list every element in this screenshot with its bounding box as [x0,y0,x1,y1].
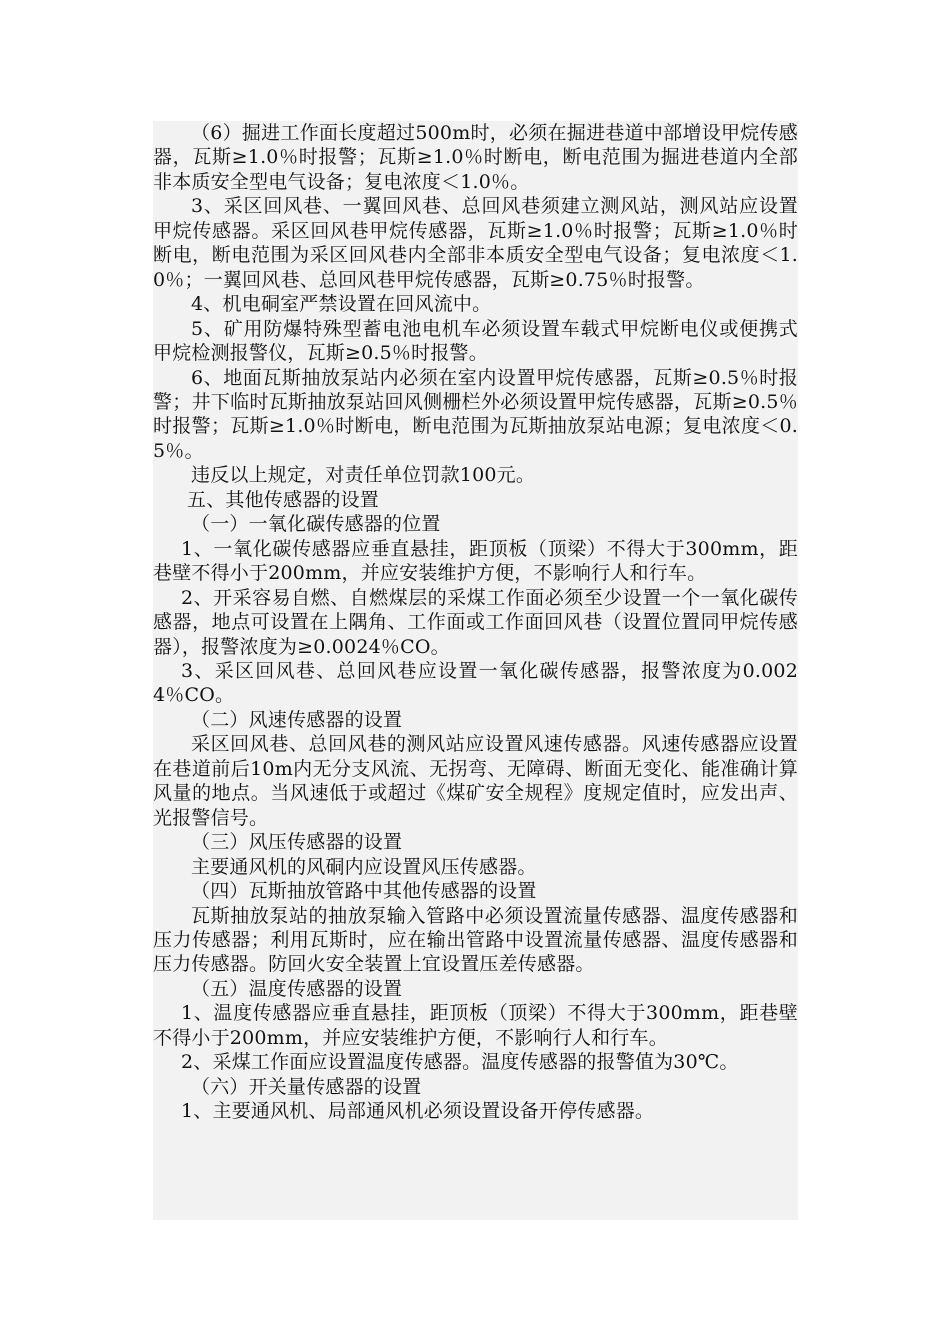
paragraph-penalty: 违反以上规定，对责任单位罚款100元。 [191,464,536,487]
paragraph-co-sensor-return-airway: 3、采区回风巷、总回风巷应设置一氧化碳传感器，报警浓度为0.0024％CO。 [153,659,798,707]
paragraph-excavation-length: （6）掘进工作面长度超过500m时，必须在掘进巷道中部增设甲烷传感器，瓦斯≥1.0％时报警；瓦斯≥1.0％时断电，断电范围为掘进巷道内全部非本质安全型电气设备；复电浓度＜1.0％。 [153,122,798,193]
document-text-block [153,121,798,1220]
section-heading-other-sensors: 五、其他传感器的设置 [187,488,380,511]
paragraph-co-sensor-hanging: 1、一氧化碳传感器应垂直悬挂，距顶板（顶梁）不得大于300mm，距巷壁不得小于200mm，并应安装维护方便，不影响行人和行车。 [153,537,798,585]
paragraph-return-airway-station: 3、采区回风巷、一翼回风巷、总回风巷须建立测风站，测风站应设置甲烷传感器。采区回风巷甲烷传感器，瓦斯≥1.0％时报警；瓦斯≥1.0％时断电，断电范围为采区回风巷内全部非本质安全型电气设备；复电浓度＜1.0％；一翼回风巷、总回风巷甲烷传感器，瓦斯≥0.75％时报警。 [153,195,798,291]
paragraph-temperature-sensor-hanging: 1、温度传感器应垂直悬挂，距顶板（顶梁）不得大于300mm，距巷壁不得小于200mm，并应安装维护方便，不影响行人和行车。 [153,1002,798,1049]
subheading-switch-sensor: （六）开关量传感器的设置 [191,1075,422,1098]
subheading-drainage-pipeline-sensors: （四）瓦斯抽放管路中其他传感器的设置 [191,880,537,903]
paragraph-co-sensor-coal-face: 2、开采容易自燃、自燃煤层的采煤工作面必须至少设置一个一氧化碳传感器，地点可设置在上隅角、工作面或工作面回风巷（设置位置同甲烷传感器），报警浓度为≥0.0024％CO。 [153,586,798,658]
paragraph-switch-sensor: 1、主要通风机、局部通风机必须设置设备开停传感器。 [181,1100,655,1123]
subheading-co-sensor: （一）一氧化碳传感器的位置 [191,513,441,536]
subheading-wind-speed-sensor: （二）风速传感器的设置 [191,708,403,731]
paragraph-wind-pressure-sensor: 主要通风机的风硐内应设置风压传感器。 [191,855,537,878]
paragraph-drainage-pipeline-sensors: 瓦斯抽放泵站的抽放泵输入管路中必须设置流量传感器、温度传感器和压力传感器；利用瓦斯时，应在输出管路中设置流量传感器、温度传感器和压力传感器。防回火安全装置上宜设置压差传感器。 [153,904,798,976]
paragraph-gas-drainage-station: 6、地面瓦斯抽放泵站内必须在室内设置甲烷传感器，瓦斯≥0.5％时报警；井下临时瓦斯抽放泵站回风侧栅栏外必须设置甲烷传感器，瓦斯≥0.5％时报警；瓦斯≥1.0％时断电，断电范围为瓦斯抽放泵站电源；复电浓度＜0.5％。 [153,366,798,462]
subheading-wind-pressure-sensor: （三）风压传感器的设置 [191,831,403,854]
subheading-temperature-sensor: （五）温度传感器的设置 [191,977,403,1000]
paragraph-wind-speed-sensor: 采区回风巷、总回风巷的测风站应设置风速传感器。风速传感器应设置在巷道前后10m内无分支风流、无拐弯、无障碍、断面无变化、能准确计算风量的地点。当风速低于或超过《煤矿安全规程》度规定值时，应发出声、光报警信号。 [153,733,798,829]
paragraph-electromechanical-chamber: 4、机电硐室严禁设置在回风流中。 [191,293,492,316]
paragraph-battery-locomotive: 5、矿用防爆特殊型蓄电池电机车必须设置车载式甲烷断电仪或便携式甲烷检测报警仪，瓦斯≥0.5％时报警。 [153,317,798,365]
paragraph-temperature-sensor-alarm: 2、采煤工作面应设置温度传感器。温度传感器的报警值为30℃。 [181,1051,739,1074]
